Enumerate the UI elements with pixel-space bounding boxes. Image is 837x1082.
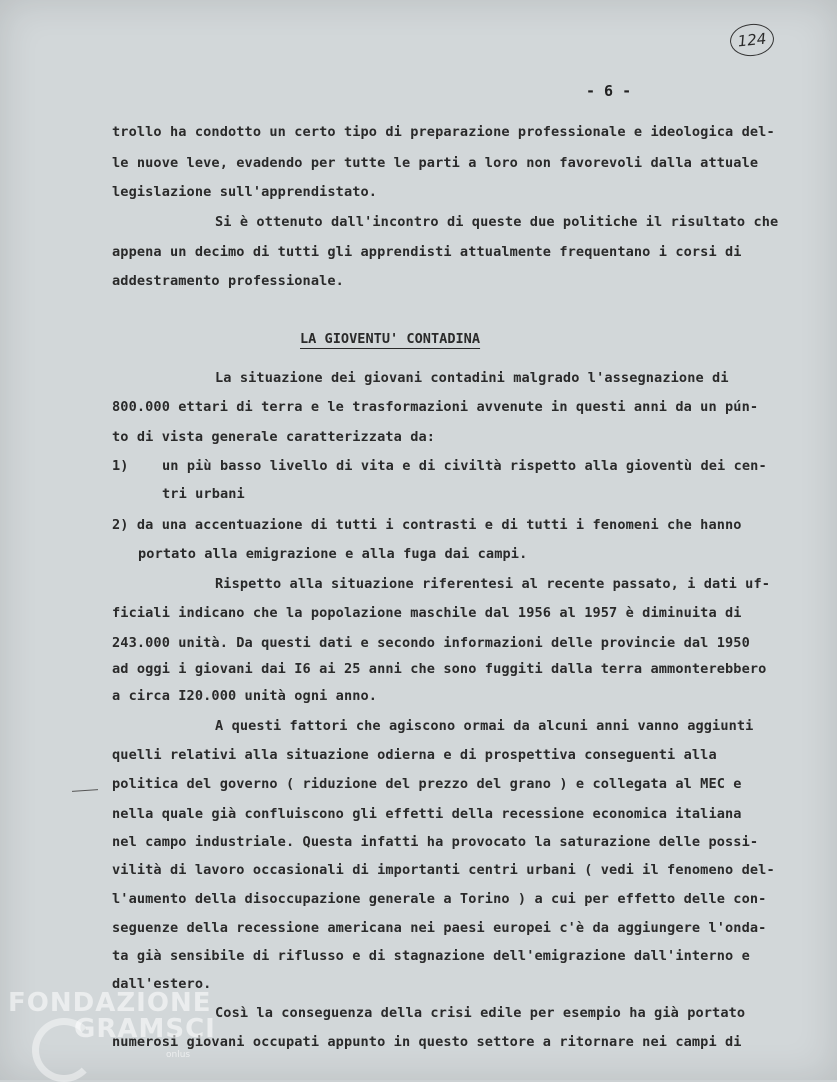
paragraph-start: Rispetto alla situazione riferentesi al recente passato, i dati uf- (215, 576, 771, 592)
section-heading: LA GIOVENTU' CONTADINA (300, 331, 481, 347)
watermark-line2: GRAMSCI (74, 1014, 216, 1044)
text-line: ta già sensibile di riflusso e di stagnazione dell'emigrazione dall'interno e (112, 948, 750, 964)
text-line: dall'estero. (112, 976, 212, 992)
text-line: addestramento professionale. (112, 273, 344, 289)
paragraph-start: Così la conseguenza della crisi edile per esempio ha già portato (215, 1005, 746, 1021)
text-line: 243.000 unità. Da questi dati e secondo informazioni delle provincie dal 1950 (112, 635, 750, 651)
text-line: legislazione sull'apprendistato. (112, 184, 378, 200)
text-line: a circa I20.000 unità ogni anno. (112, 688, 378, 704)
watermark (8, 988, 216, 1044)
list-item: 2) da una accentuazione di tutti i contrasti e di tutti i fenomeni che hanno (112, 517, 742, 533)
text-line: seguenze della recessione americana nei paesi europei c'è da aggiungere l'onda- (112, 920, 767, 936)
margin-pencil-mark (72, 789, 98, 792)
paragraph-start: Si è ottenuto dall'incontro di queste due politiche il risultato che (215, 214, 779, 230)
text-line: numerosi giovani occupati appunto in questo settore a ritornare nei campi di (112, 1034, 742, 1050)
text-line: trollo ha condotto un certo tipo di preparazione professionale e ideologica del- (112, 124, 775, 140)
text-line: appena un decimo di tutti gli apprendisti attualmente frequentano i corsi di (112, 244, 742, 260)
paragraph-start: A questi fattori che agiscono ormai da alcuni anni vanno aggiunti (215, 718, 754, 734)
text-line: nel campo industriale. Questa infatti ha provocato la saturazione delle possi- (112, 834, 759, 850)
text-line: to di vista generale caratterizzata da: (112, 429, 436, 445)
text-line: 800.000 ettari di terra e le trasformazioni avvenute in questi anni da un pún- (112, 399, 759, 415)
text-line: vilità di lavoro occasionali di importanti centri urbani ( vedi il fenomeno del- (112, 862, 775, 878)
text-line: l'aumento della disoccupazione generale a Torino ) a cui per effetto delle con- (112, 891, 767, 907)
watermark-sub: onlus (166, 1050, 191, 1060)
watermark-line1: FONDAZIONE (8, 988, 212, 1018)
list-item-text: tri urbani (162, 486, 245, 502)
text-line: quelli relativi alla situazione odierna e di prospettiva conseguenti alla (112, 747, 717, 763)
text-line: ficiali indicano che la popolazione maschile dal 1956 al 1957 è diminuita di (112, 605, 742, 621)
text-line: ad oggi i giovani dai I6 ai 25 anni che sono fuggiti dalla terra ammonterebbero (112, 661, 767, 677)
page-number: - 6 - (586, 82, 632, 100)
archive-number-stamp: 124 (728, 22, 775, 58)
text-line: nella quale già confluiscono gli effetti della recessione economica italiana (112, 806, 742, 822)
list-item-text: portato alla emigrazione e alla fuga dai campi. (138, 546, 528, 562)
paragraph-start: La situazione dei giovani contadini malgrado l'assegnazione di (215, 370, 729, 386)
list-number: 1) (112, 458, 129, 474)
list-item-text: un più basso livello di vita e di civiltà rispetto alla gioventù dei cen- (162, 458, 767, 474)
text-line: politica del governo ( riduzione del prezzo del grano ) e collegata al MEC e (112, 776, 742, 792)
text-line: le nuove leve, evadendo per tutte le parti a loro non favorevoli dalla attuale (112, 155, 759, 171)
